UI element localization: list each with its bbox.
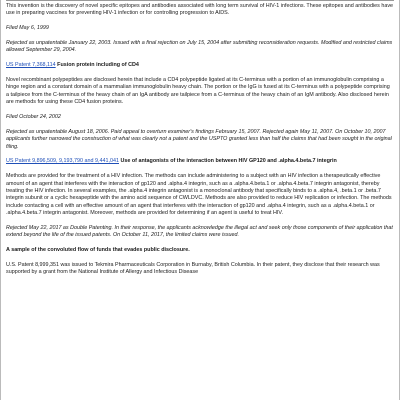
filed-date-2: Filed October 24, 2002 <box>6 114 61 121</box>
patent-title-2: Fusion protein including of CD4 <box>55 62 139 69</box>
rejection-note-3: Rejected May 22, 2017 as Double Patenting. In their response, the applicants acknowledge the illegal act and seek only those components of their application that extend beyond the life of the issued patents. On October 11, 2017, the limited claims were issued. <box>6 225 393 239</box>
patent-abstract-2: Novel recombinant polypeptides are disclosed herein that include a CD4 polypeptide ligated at its C-terminus with a portion of an immunoglobulin comprising a hinge region and a constant domain of a mammalian immunoglobulin heavy chain. The portion or the IgG is fused at its C-terminus with a polypeptide comprising a tailpiece from the C-terminus of the heavy chain of an IgA antibody are tailpiece from a C-terminus of the heavy chain of an IgM antibody. Also disclosed herein are methods for using these CD4 fusion proteins. <box>6 77 390 106</box>
patent-title-3: Use of antagonists of the interaction between HIV GP120 and .alpha.4.beta.7 integrin <box>119 158 337 165</box>
patent-abstract-3: Methods are provided for the treatment of a HIV infection. The methods can include administering to a subject with an HIV infection a therapeutically effective amount of an agent that interferes with the interaction of gp120 and .alpha.4 integrin, such as a .alpha.4.beta.1 or .alpha.4.beta.7 integrin antagonist, thereby treating the HIV infection. In several examples, the .alpha.4 integrin antagonist is a monoclonal antibody that specifically binds to a .alpha.4, .beta.1 or .beta.7 integrin subunit or a cyclic hexapeptide with the amino acid sequence of CWLDVC. Methods are also provided to reduce HIV replication or infection. The methods include contacting a cell with an effective amount of an agent that interferes with the interaction of gp120 and .alpha.4 integrin, such as a .alpha.4.beta.1 or .alpha.4.beta.7 integrin antagonist. Moreover, methods are provided for determining if an agent is useful to treat HIV. <box>6 173 392 217</box>
patent-heading-3 <box>6 158 394 165</box>
rejection-note-2: Rejected as unpatentable August 18, 2006. Paid appeal to overturn examiner's findings February 15, 2007. Rejected again May 11, 2007. On October 10, 2007 applicants further narrowed the construction of what was clearly not a patent and the USPTO granted less than half the claims that had been sought in the original filing. <box>6 128 392 150</box>
filed-date-1: Filed May 6, 1999 <box>6 25 49 32</box>
intro-paragraph: This invention is the discovery of novel specific epitopes and antibodies associated with long term survival of HIV-1 infections. These epitopes and antibodies have use in preparing vaccines for preventing HIV-1 infection or for controlling progression to AIDS. <box>6 3 394 17</box>
section-heading-funds: A sample of the convoluted flow of funds that evades public disclosure. <box>6 247 190 254</box>
patent-heading-2 <box>6 62 394 69</box>
closing-paragraph: U.S. Patent 8,999,351 was issued to Tekmira Pharmaceuticals Corporation in Burnaby, British Columbia. In their patent, they disclose that their research was supported by a grant from the National Institute of Allergy and Infectious Disease <box>6 262 380 276</box>
left-border <box>0 0 1 400</box>
patent-link-3[interactable]: US Patent 9,896,509, 9,193,790 and 9,441,041 <box>6 158 119 165</box>
rejection-note-1: Rejected as unpatentable January 22, 2003. Issued with a final rejection on July 15, 2004 after submitting reconsideration requests. Modified and restricted claims allowed September 29, 2004. <box>6 40 393 54</box>
patent-link-2[interactable]: US Patent 7,368,114 <box>6 62 56 69</box>
top-border <box>6 0 394 1</box>
